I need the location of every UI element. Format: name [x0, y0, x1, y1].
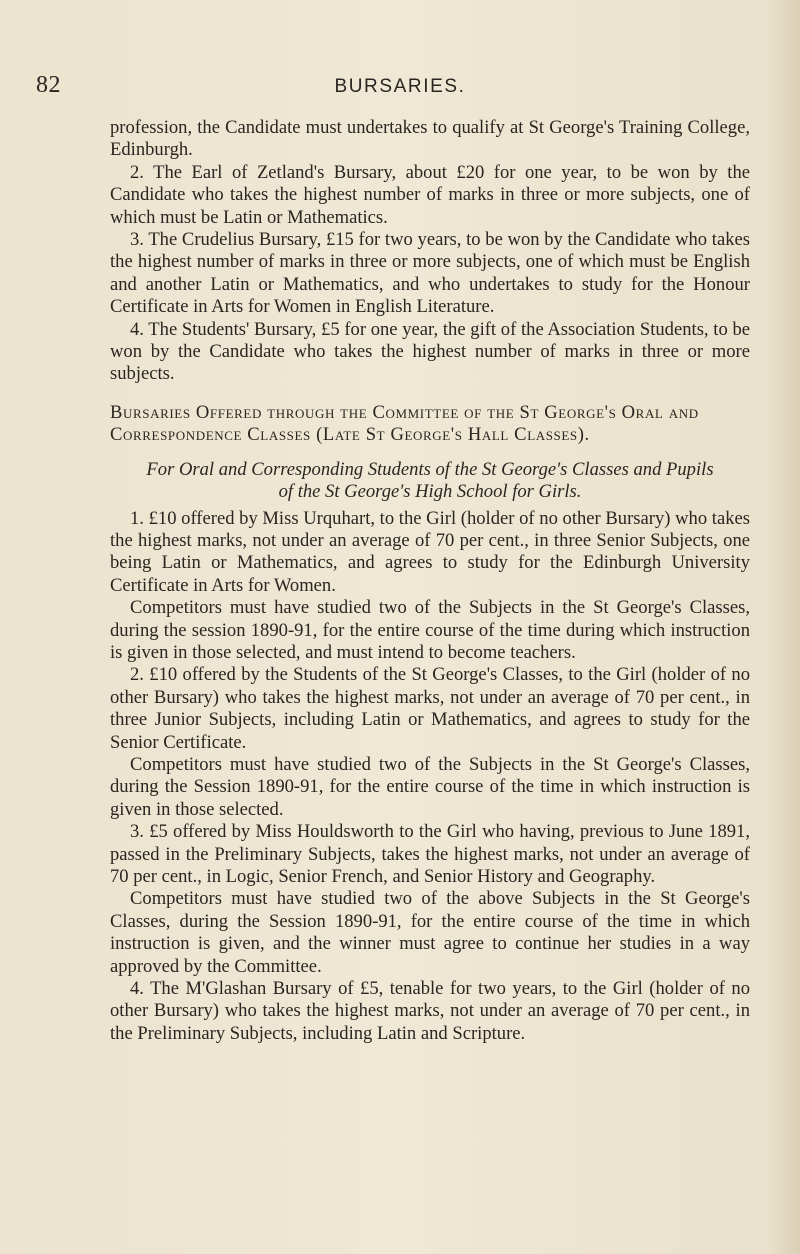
paragraph-zetland-bursary: 2. The Earl of Zetland's Bursary, about £20 for one year, to be won by the Candidate who takes the highest number of marks in three or more subjects, one of which must be Latin or Mathematics. — [110, 161, 750, 228]
page-header — [0, 72, 800, 102]
page-number: 82 — [36, 72, 61, 98]
bursary-1-conditions: Competitors must have studied two of the Subjects in the St George's Classes, during the session 1890-91, for the entire course of the time during which instruction is given in those selected, and must intend to become teachers. — [110, 597, 750, 663]
bursary-2-conditions: Competitors must have studied two of the Subjects in the St George's Classes, during the Session 1890-91, for the entire course of the time in which instruction is given in those selected. — [110, 753, 750, 820]
bursary-1: 1. £10 offered by Miss Urquhart, to the Girl (holder of no other Bursary) who takes the highest marks, not under an average of 70 per cent., in three Senior Subjects, one being Latin or Mathematics, and agrees to study for the Edinburgh University Certificate in Arts for Women. — [110, 507, 750, 596]
page-body — [110, 117, 750, 1045]
bursary-3: 3. £5 offered by Miss Houldsworth to the Girl who having, previous to June 1891, passed in the Preliminary Subjects, takes the highest marks, not under an average of 70 per cent., in Logic, Senior French, and Senior History and Geography. — [110, 821, 750, 887]
section-heading: Bursaries Offered through the Committee of the St George's Oral and Correspondence Classes (Late St George's Hall Classes). — [110, 401, 699, 446]
bursary-4: 4. The M'Glashan Bursary of £5, tenable for two years, to the Girl (holder of no other Bursary) who takes the highest marks, not under an average of 70 per cent., in the Preliminary Subjects, including Latin and Scripture. — [110, 978, 750, 1044]
running-head: BURSARIES. — [334, 76, 466, 97]
paragraph-continuation: profession, the Candidate must undertakes to qualify at St George's Training College, Edinburgh. — [110, 117, 750, 161]
bursary-3-conditions: Competitors must have studied two of the above Subjects in the St George's Classes, during the Session 1890-91, for the entire course of the time in which instruction is given, and the winner must agree to continue her studies in a way approved by the Committee. — [110, 888, 750, 977]
bursary-2: 2. £10 offered by the Students of the St George's Classes, to the Girl (holder of no other Bursary) who takes the highest marks, not under an average of 70 per cent., in three Junior Subjects, including Latin or Mathematics, and agrees to study for the Senior Certificate. — [110, 664, 750, 753]
paragraph-students-bursary: 4. The Students' Bursary, £5 for one year, the gift of the Association Students, to be won by the Candidate who takes the highest number of marks in three or more subjects. — [110, 318, 750, 385]
paragraph-crudelius-bursary: 3. The Crudelius Bursary, £15 for two years, to be won by the Candidate who takes the highest number of marks in three or more subjects, one of which must be English and another Latin or Mathematics, and who undertakes to study for the Honour Certificate in Arts for Women in English Literature. — [110, 229, 750, 318]
section-subheading: For Oral and Corresponding Students of the St George's Classes and Pupils of the St George's High School for Girls. — [146, 458, 714, 503]
